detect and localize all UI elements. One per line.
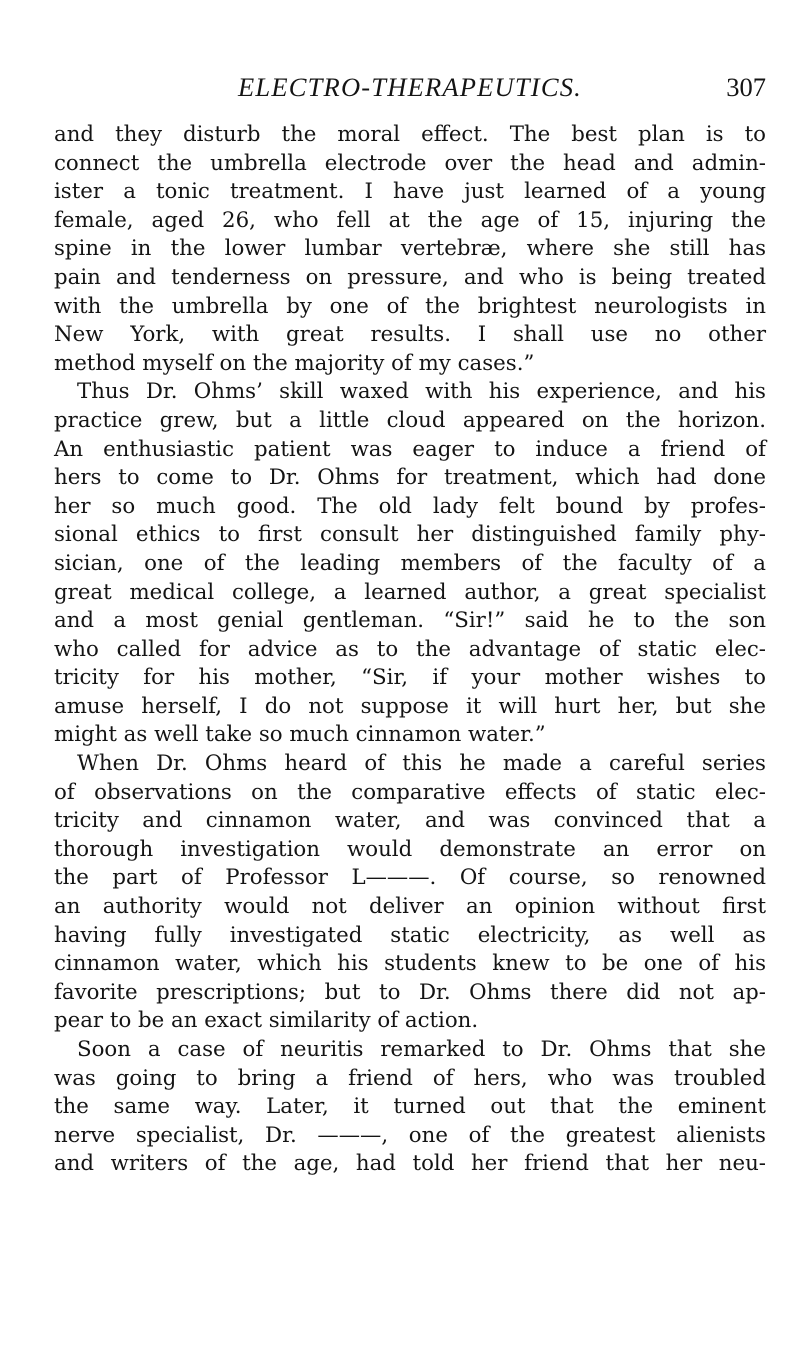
text-line: the part of Professor L———. Of course, so renowned — [54, 865, 766, 891]
text-line: hers to come to Dr. Ohms for treatment, which had done — [54, 465, 766, 491]
text-line: ister a tonic treatment. I have just learned of a young — [54, 179, 766, 205]
text-line: amuse herself, I do not suppose it will hurt her, but she — [54, 693, 766, 719]
text-line: method myself on the majority of my cases.” — [54, 350, 535, 376]
text-line: who called for advice as to the advantage of static elec- — [54, 636, 766, 662]
text-line: the same way. Later, it turned out that the eminent — [54, 1094, 766, 1120]
text-line: nerve specialist, Dr. ———, one of the greatest alienists — [54, 1122, 766, 1148]
text-line: When Dr. Ohms heard of this he made a careful series — [77, 751, 766, 777]
text-line: pain and tenderness on pressure, and who is being treated — [54, 264, 766, 290]
body-text — [54, 121, 766, 1179]
text-line: Soon a case of neuritis remarked to Dr. Ohms that she — [77, 1037, 766, 1062]
text-line: practice grew, but a little cloud appeared on the horizon. — [54, 407, 766, 433]
text-line: an authority would not deliver an opinion without first — [54, 894, 766, 920]
text-line: of observations on the comparative effects of static elec- — [54, 779, 766, 805]
text-line: pear to be an exact similarity of action. — [54, 1008, 479, 1034]
text-line: connect the umbrella electrode over the head and admin- — [54, 150, 766, 176]
text-line: tricity and cinnamon water, and was convinced that a — [54, 808, 766, 834]
text-line: with the umbrella by one of the brightest neurologists in — [54, 293, 766, 319]
page-number: 307 — [726, 72, 766, 102]
text-line: having fully investigated static electricity, as well as — [54, 922, 766, 948]
text-line: An enthusiastic patient was eager to induce a friend of — [54, 436, 766, 462]
text-line: favorite prescriptions; but to Dr. Ohms there did not ap- — [54, 979, 766, 1005]
text-line: sional ethics to first consult her distinguished family phy- — [54, 522, 766, 548]
text-line: and writers of the age, had told her friend that her neu- — [54, 1151, 766, 1177]
text-line: female, aged 26, who fell at the age of 15, injuring the — [54, 207, 766, 233]
text-line: and a most genial gentleman. “Sir!” said he to the son — [54, 608, 766, 634]
text-line: tricity for his mother, “Sir, if your mother wishes to — [54, 665, 766, 691]
text-line: cinnamon water, which his students knew to be one of his — [54, 951, 766, 977]
text-line: her so much good. The old lady felt bound by profes- — [54, 493, 766, 519]
text-line: thorough investigation would demonstrate an error on — [54, 836, 766, 862]
text-line: sician, one of the leading members of the faculty of a — [54, 550, 766, 576]
text-line: might as well take so much cinnamon water.” — [54, 722, 546, 748]
text-line: and they disturb the moral effect. The best plan is to — [54, 122, 766, 147]
page-header — [54, 72, 766, 106]
text-line: great medical college, a learned author, a great specialist — [54, 579, 766, 605]
text-line: spine in the lower lumbar vertebræ, where she still has — [54, 236, 766, 262]
text-line: New York, with great results. I shall use no other — [54, 322, 766, 348]
text-line: was going to bring a friend of hers, who was troubled — [54, 1065, 766, 1091]
text-line: Thus Dr. Ohms’ skill waxed with his experience, and his — [77, 379, 766, 405]
running-head: ELECTRO-THERAPEUTICS. — [238, 72, 582, 102]
